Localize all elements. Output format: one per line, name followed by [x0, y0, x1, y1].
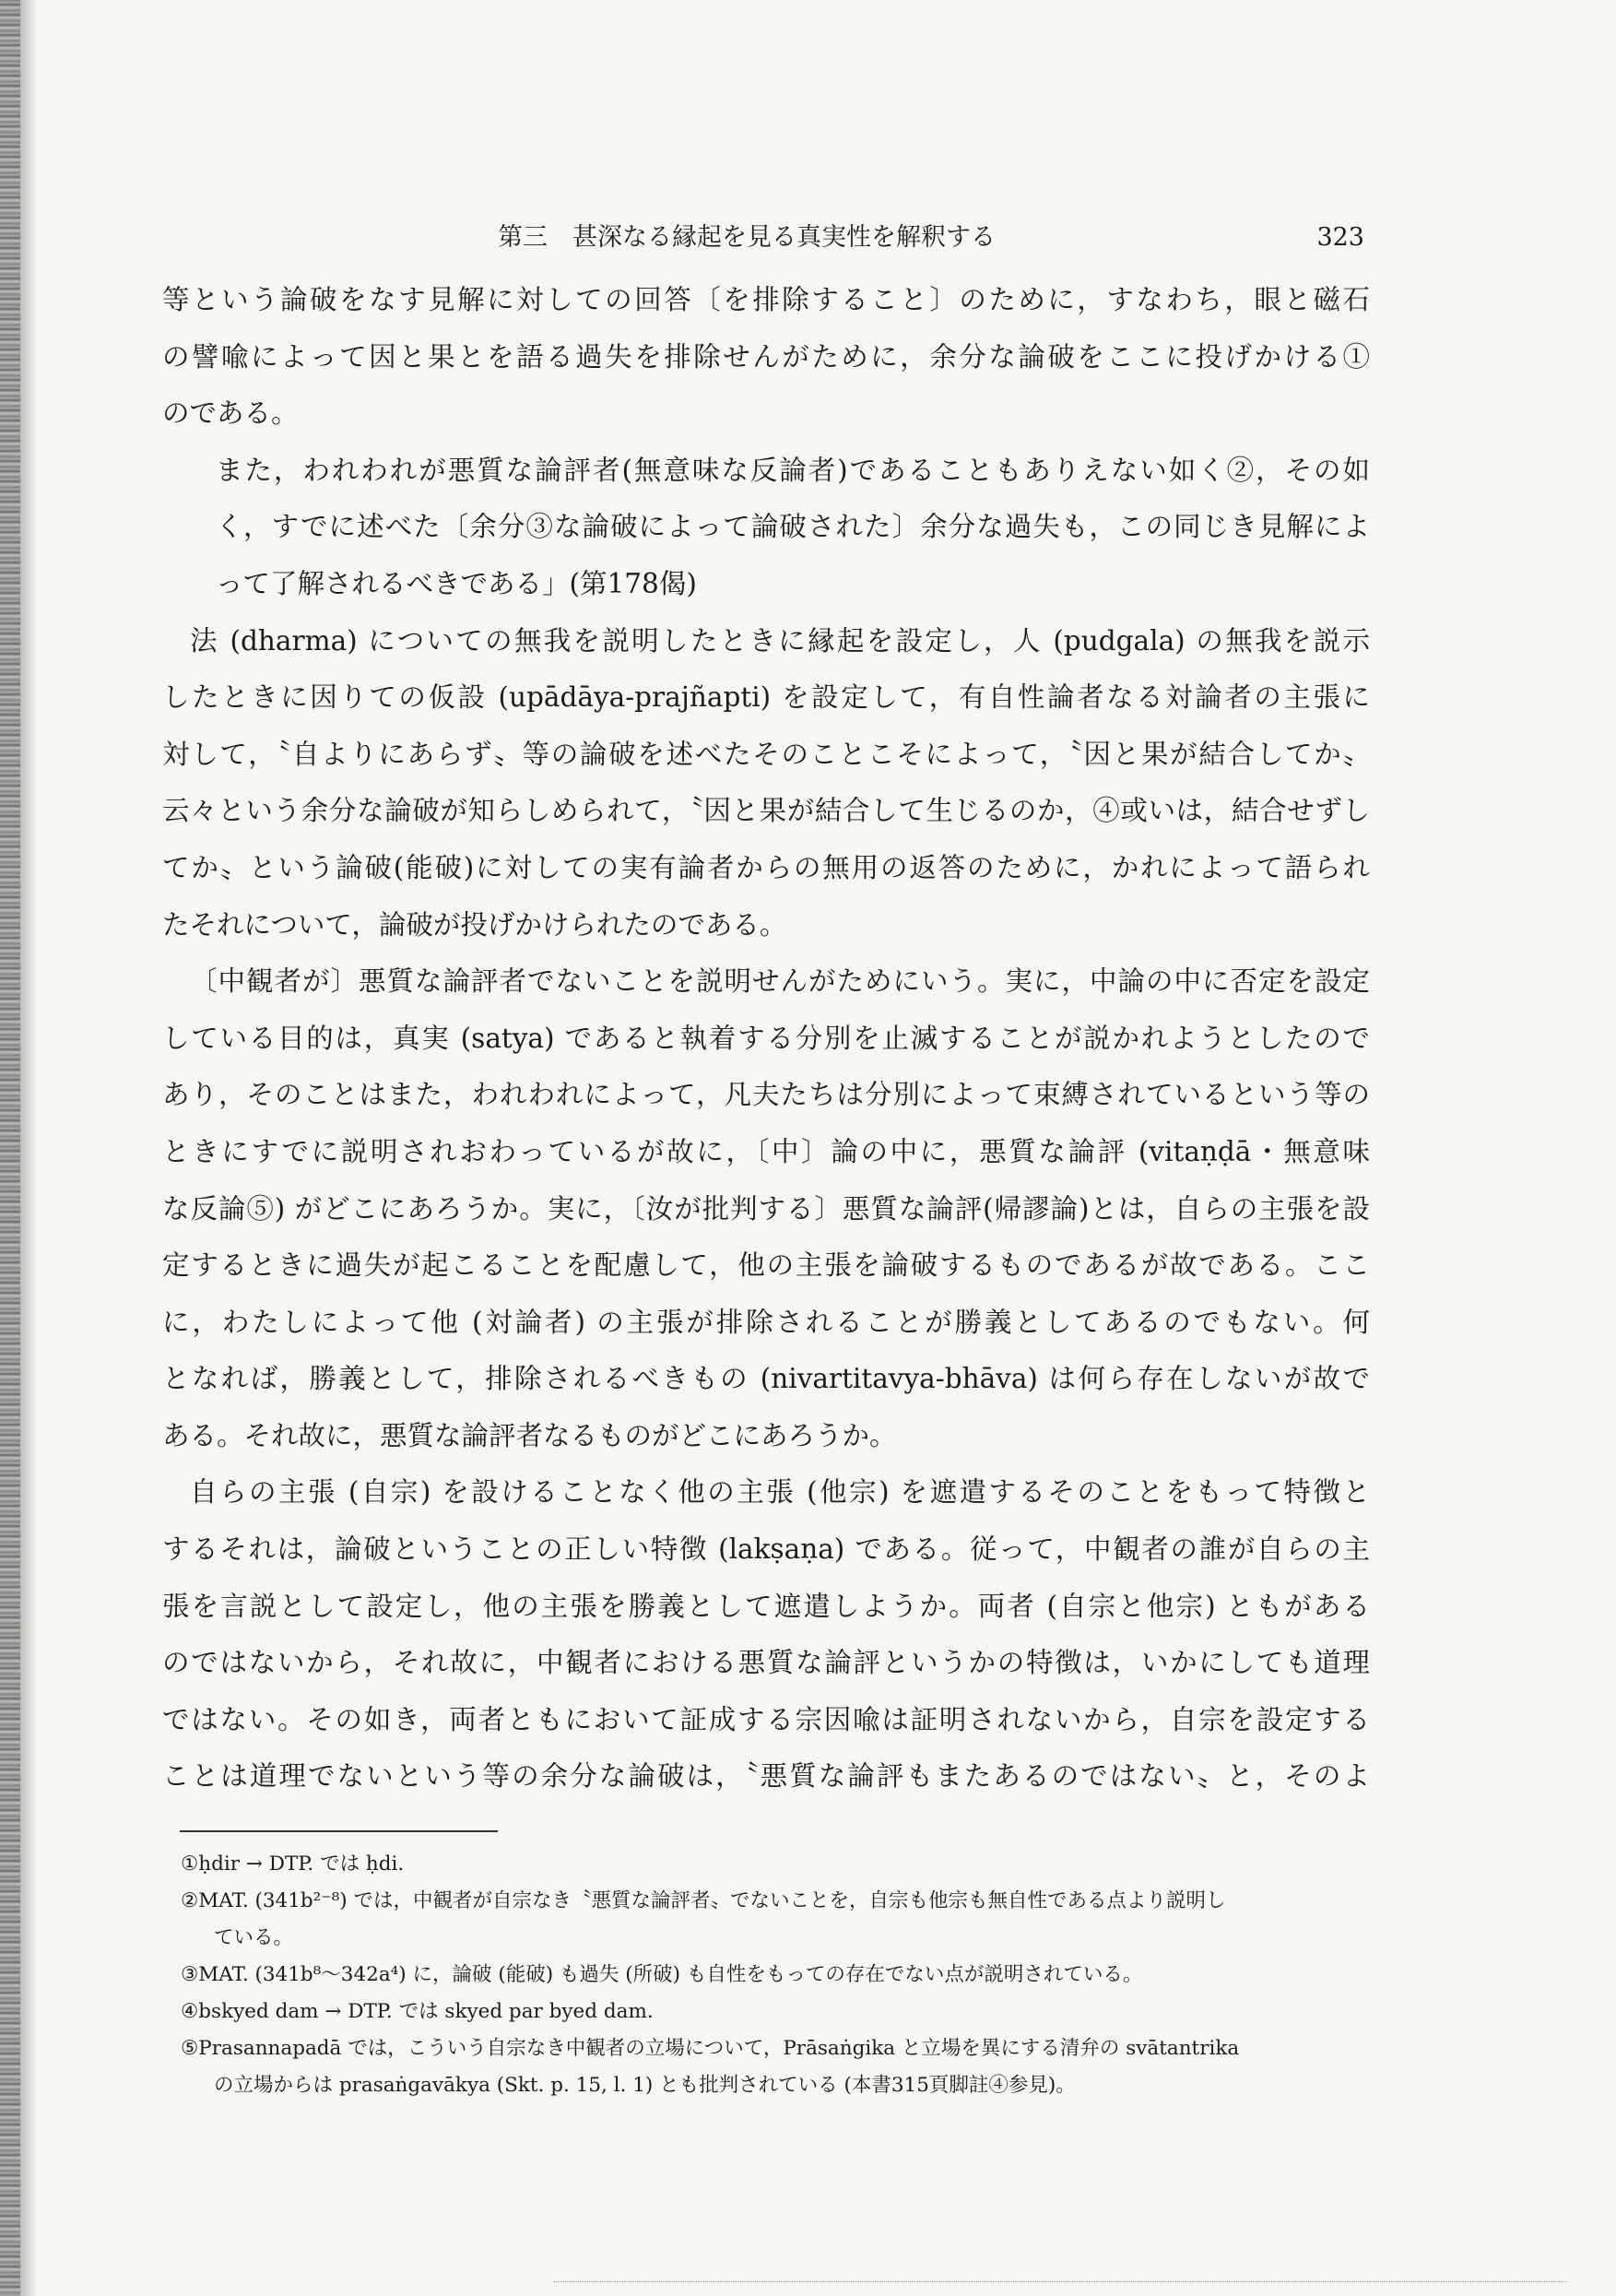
text-line: 対して，〝自よりにあらず〟等の論破を述べたそのことこそによって，〝因と果が結合してか〟	[162, 738, 1370, 770]
text-line: に，わたしによって他 (対論者) の主張が排除されることが勝義としてあるのでもない。何	[162, 1306, 1370, 1338]
footnote-rule	[180, 1830, 498, 1832]
text-line: している目的は，真実 (satya) であると執着する分別を止滅することが説かれようとしたので	[162, 1022, 1370, 1054]
footnote-line: ⑤Prasannapadā では，こういう自宗なき中観者の立場について，Prāsaṅgika と立場を異にする清弁の svātantrika	[181, 2037, 1240, 2060]
text-line: となれば，勝義として，排除されるべきもの (nivartitavya-bhāva) は何ら存在しないが故で	[162, 1363, 1370, 1395]
scan-bottom-marks	[553, 2281, 1567, 2293]
footnote-line: ②MAT. (341b²⁻⁸) では，中観者が自宗なき〝悪質な論評者〟でないことを，自宗も他宗も無自性である点より説明し	[181, 1889, 1226, 1912]
text-line: く，すでに述べた〔余分③な論破によって論破された〕余分な過失も，この同じき見解によ	[216, 511, 1370, 543]
text-line: たそれについて，論破が投げかけられたのである。	[162, 908, 787, 941]
text-line: 自らの主張 (自宗) を設けることなく他の主張 (他宗) を遮遣するそのことをもって特徴と	[190, 1476, 1370, 1509]
text-line: な反論⑤) がどこにあろうか。実に，〔汝が批判する〕悪質な論評(帰謬論)とは，自らの主張を設	[162, 1192, 1370, 1225]
footnote-line: ている。	[214, 1926, 294, 1949]
text-line: あり，そのことはまた，われわれによって，凡夫たちは分別によって束縛されているという等の	[162, 1079, 1370, 1111]
footnote-line: ③MAT. (341b⁸～342a⁴) に，論破 (能破) も過失 (所破) も自性をもっての存在でない点が説明されている。	[181, 1963, 1143, 1986]
scan-edge-fade	[20, 0, 37, 2296]
text-line: 張を言説として設定し，他の主張を勝義として遮遣しようか。両者 (自宗と他宗) ともがある	[162, 1590, 1370, 1622]
text-line: って了解されるべきである」(第178偈)	[216, 567, 697, 599]
body-text	[162, 272, 1370, 1805]
text-line: ときにすでに説明されおわっているが故に，〔中〕論の中に，悪質な論評 (vitaṇḍā・無意味	[162, 1135, 1370, 1167]
scan-edge-shadow	[0, 0, 20, 2296]
text-line: の譬喩によって因と果とを語る過失を排除せんがために，余分な論破をここに投げかける①	[162, 340, 1370, 373]
text-line: したときに因りての仮設 (upādāya-prajñapti) を設定して，有自性論者なる対論者の主張に	[162, 681, 1370, 714]
text-line: 〔中観者が〕悪質な論評者でないことを説明せんがためにいう。実に，中論の中に否定を設定	[190, 965, 1370, 998]
text-line: ある。それ故に，悪質な論評者なるものがどこにあろうか。	[162, 1419, 897, 1451]
text-line: するそれは，論破ということの正しい特徴 (lakṣaṇa) である。従って，中観者の誰が自らの主	[162, 1533, 1370, 1566]
text-line: のである。	[162, 397, 299, 430]
text-line: ことは道理でないという等の余分な論破は，〝悪質な論評もまたあるのではない〟と，そのよ	[162, 1760, 1370, 1793]
footnote-line: ④bskyed dam → DTP. では skyed par byed dam.	[181, 2000, 654, 2023]
footnotes	[181, 1846, 1379, 2104]
text-line: 等という論破をなす見解に対しての回答〔を排除すること〕のために，すなわち，眼と磁石	[162, 284, 1370, 315]
text-line: てか〟という論破(能破)に対しての実有論者からの無用の返答のために，かれによって語られ	[162, 851, 1370, 883]
running-head-title: 第三 甚深なる縁起を見る真実性を解釈する	[498, 223, 996, 252]
text-line: 云々という余分な論破が知らしめられて，〝因と果が結合して生じるのか，④或いは，結合せずし	[162, 795, 1370, 827]
text-line: 法 (dharma) についての無我を説明したときに縁起を設定し，人 (pudgala) の無我を説示	[190, 624, 1370, 657]
text-line: また，われわれが悪質な論評者(無意味な反論者)であることもありえない如く②，その如	[216, 454, 1370, 486]
footnote-line: ①ḥdir → DTP. では ḥdi.	[181, 1852, 405, 1876]
page-number: 323	[1316, 223, 1364, 252]
text-line: 定するときに過失が起こることを配慮して，他の主張を論破するものであるが故である。ここ	[162, 1249, 1370, 1282]
text-line: ではない。その如き，両者ともにおいて証成する宗因喩は証明されないから，自宗を設定する	[162, 1703, 1370, 1735]
running-head	[498, 219, 1364, 256]
footnote-line: の立場からは prasaṅgavākya (Skt. p. 15, l. 1) とも批判されている (本書315頁脚註④参見)。	[214, 2074, 1076, 2097]
text-line: のではないから，それ故に，中観者における悪質な論評というかの特徴は，いかにしても道理	[162, 1647, 1370, 1679]
